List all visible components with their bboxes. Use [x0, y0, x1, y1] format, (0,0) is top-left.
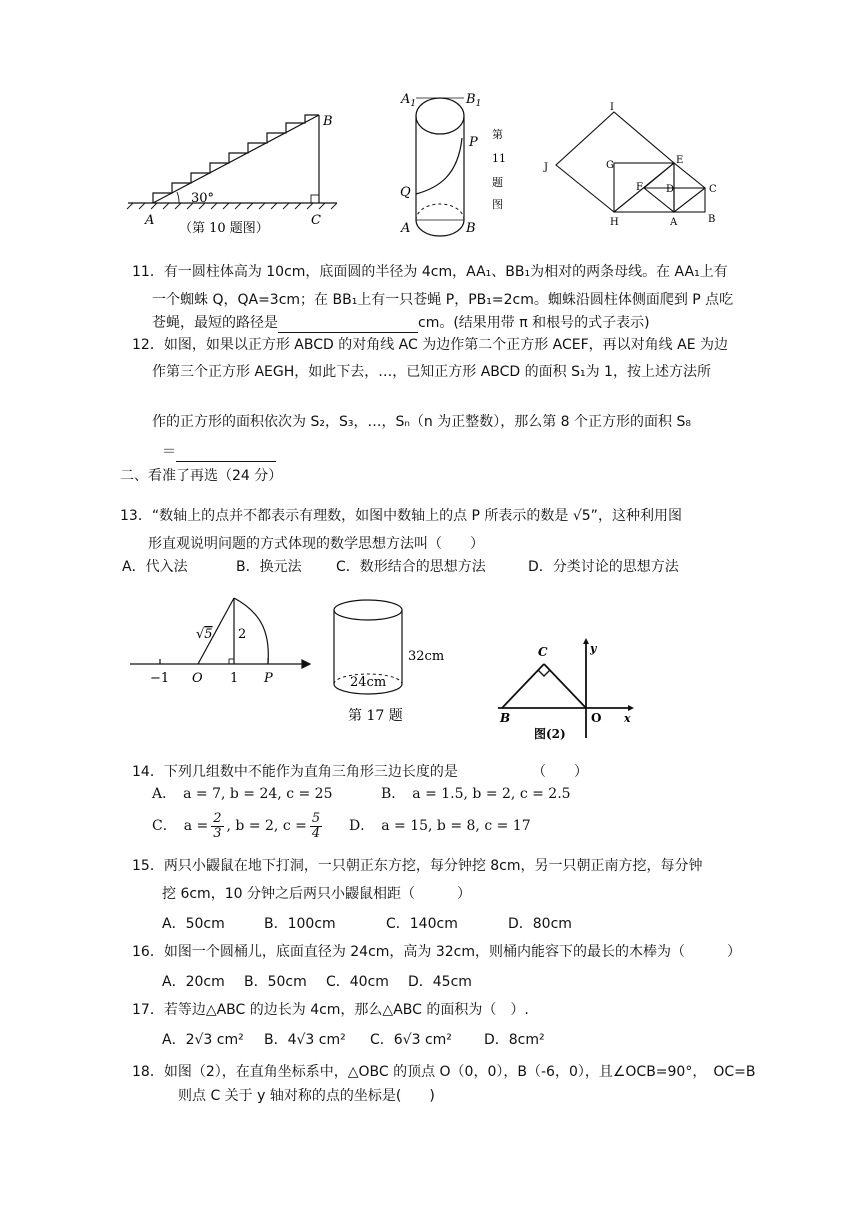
fig18-label-o: O: [591, 711, 602, 725]
q13-line-1: 13．“数轴上的点并不都表示有理数，如图中数轴上的点 P 所表示的数是 √5”，这种利用图: [120, 508, 682, 524]
fig12-label-g: G: [606, 160, 614, 171]
svg-text:A1: $A_1$: [401, 92, 417, 109]
fig18-label-y: y: [590, 642, 597, 655]
fig12-label-i: I: [610, 102, 614, 113]
q14-stem: 14．下列几组数中不能作为直角三角形三边长度的是: [132, 764, 458, 780]
q17-option-b[interactable]: B．4√3 cm²: [264, 1032, 346, 1048]
fig13-label-1: 1: [230, 671, 239, 686]
svg-text:B1: $B_1$: [466, 92, 482, 109]
q14-frac2-denominator: 4: [311, 825, 321, 841]
fig17-caption: 第 17 题: [348, 708, 403, 724]
q14-option-c-fraction-2: [310, 812, 322, 841]
fig10-label-c: C: [311, 213, 321, 228]
fig11-label-a1: A: [401, 92, 411, 107]
q15-option-b[interactable]: B．100cm: [264, 916, 336, 932]
figure-17-barrel: [330, 596, 450, 726]
q14-option-c-middle: , b = 2, c =: [226, 818, 307, 834]
fig11-label-b1: B: [466, 92, 476, 107]
q14-option-c[interactable]: [152, 806, 322, 846]
q14-frac2-numerator: 5: [311, 810, 321, 826]
q12-answer-blank[interactable]: [176, 447, 276, 462]
q18-line-2: 则点 C 关于 y 轴对称的点的坐标是( ): [178, 1088, 435, 1104]
fig10-label-b: B: [323, 114, 333, 129]
q16-option-a[interactable]: A．20cm: [162, 974, 225, 990]
q18-line-1: 18．如图（2），在直角坐标系中，△OBC 的顶点 O（0，0），B（-6，0），且∠OCB=90°， OC=B: [132, 1064, 756, 1080]
q14-option-c-prefix: C． a =: [152, 818, 209, 834]
fig11-label-p: P: [469, 135, 478, 150]
fig12-label-e: E: [676, 155, 684, 166]
fig13-sqrt5: 5: [204, 627, 213, 642]
figure-11-cylinder: [396, 86, 516, 238]
figure-10-staircase: [125, 110, 340, 235]
q11-line-2: 一个蜘蛛 Q，QA=3cm；在 BB₁上有一只苍蝇 P，PB₁=2cm。蜘蛛沿圆柱体侧面爬到 P 点吃: [152, 292, 734, 308]
q17-option-c[interactable]: C．6√3 cm²: [370, 1032, 452, 1048]
fig12-label-j: J: [544, 162, 549, 173]
fig13-label-minus1: −1: [150, 671, 170, 686]
q12-line-2: 作第三个正方形 AEGH，如此下去，…，已知正方形 ABCD 的面积 S₁为 1，按上述方法所: [152, 364, 711, 380]
q14-paren: （ ）: [532, 764, 588, 780]
q13-line-2: 形直观说明问题的方式体现的数学思想方法叫（ ）: [148, 536, 484, 552]
q15-option-d[interactable]: D．80cm: [508, 916, 572, 932]
q13-option-b[interactable]: B．换元法: [236, 559, 302, 575]
svg-text:√5: √5: [196, 627, 213, 642]
q13-option-d[interactable]: D．分类讨论的思想方法: [528, 559, 679, 575]
q15-line-1: 15．两只小鼹鼠在地下打洞，一只朝正东方挖，每分钟挖 8cm，另一只朝正南方挖，每分钟: [132, 858, 703, 874]
fig12-label-h: H: [610, 217, 619, 228]
q16-option-d[interactable]: D．45cm: [408, 974, 472, 990]
q14-option-b[interactable]: B． a = 1.5, b = 2, c = 2.5: [381, 786, 571, 802]
q15-option-a[interactable]: A．50cm: [162, 916, 225, 932]
q12-line-1: 12．如图，如果以正方形 ABCD 的对角线 AC 为边作第二个正方形 ACEF，再以对角线 AE 为边: [132, 337, 728, 353]
q12-line-4: ＝: [162, 444, 176, 460]
section-2-title: 二、看准了再选（24 分）: [120, 468, 283, 484]
fig13-label-2: 2: [238, 627, 247, 642]
fig10-label-a: A: [145, 213, 155, 228]
fig17-height-label: 32cm: [408, 649, 445, 664]
fig11-label-b: B: [466, 221, 476, 236]
q16-line-1: 16．如图一个圆桶儿，底面直径为 24cm，高为 32cm，则桶内能容下的最长的木棒为（ ）: [132, 944, 742, 960]
fig13-label-o: O: [192, 671, 203, 686]
q14-option-c-fraction-1: [211, 812, 223, 841]
fig10-angle-label: 30°: [191, 191, 215, 206]
fig11-side-caption-1: 第: [492, 128, 503, 141]
fig12-label-b: B: [708, 214, 716, 225]
q11-answer-blank[interactable]: [278, 318, 418, 333]
q14-option-a[interactable]: A． a = 7, b = 24, c = 25: [152, 786, 333, 802]
fig12-label-c: C: [709, 184, 717, 195]
fig11-side-caption-4: 图: [492, 198, 503, 211]
q17-option-d[interactable]: D．8cm²: [484, 1032, 545, 1048]
figure-13-number-line: [126, 594, 316, 690]
fig10-caption: （第 10 题图）: [179, 221, 269, 235]
q13-option-a[interactable]: A．代入法: [122, 559, 188, 575]
q16-option-b[interactable]: B．50cm: [244, 974, 307, 990]
q15-line-2: 挖 6cm，10 分钟之后两只小鼹鼠相距（ ）: [162, 886, 471, 902]
figure-18-coordinate: [494, 638, 644, 744]
q17-option-a[interactable]: A．2√3 cm²: [162, 1032, 244, 1048]
q17-line-1: 17．若等边△ABC 的边长为 4cm，那么△ABC 的面积为（ ）.: [132, 1002, 529, 1018]
fig12-label-f: F: [636, 182, 643, 193]
q11-line-3b: cm。(结果用带 π 和根号的式子表示): [418, 315, 650, 331]
q11-line-1: 11．有一圆柱体高为 10cm，底面圆的半径为 4cm，AA₁、BB₁为相对的两条母线。在 AA₁上有: [132, 264, 728, 280]
fig12-label-a: A: [670, 217, 678, 228]
q16-option-c[interactable]: C．40cm: [326, 974, 389, 990]
q13-option-c[interactable]: C．数形结合的思想方法: [336, 559, 486, 575]
fig12-label-d: D: [666, 184, 675, 195]
q12-line-3: 作的正方形的面积依次为 S₂，S₃，…，Sₙ（n 为正整数），那么第 8 个正方形的面积 S₈: [152, 414, 691, 430]
fig18-label-c: C: [538, 645, 548, 659]
fig18-label-x: x: [624, 712, 631, 725]
q14-option-d[interactable]: D． a = 15, b = 8, c = 17: [349, 818, 531, 834]
fig11-side-caption-2: 11: [492, 152, 506, 165]
fig11-side-caption-3: 题: [492, 176, 503, 189]
q15-option-c[interactable]: C．140cm: [386, 916, 458, 932]
q14-frac1-denominator: 3: [213, 825, 222, 841]
fig11-label-a: A: [401, 221, 411, 236]
fig11-label-q: Q: [400, 185, 411, 200]
fig13-label-p: P: [264, 671, 273, 686]
q11-line-3a: 苍蝇，最短的路径是: [152, 315, 278, 331]
fig18-caption: 图(2): [534, 727, 566, 741]
figure-12-squares: [540, 100, 730, 230]
fig18-label-b: B: [500, 711, 511, 725]
q14-frac1-numerator: 2: [213, 810, 222, 826]
fig17-diameter-label: 24cm: [350, 675, 387, 690]
